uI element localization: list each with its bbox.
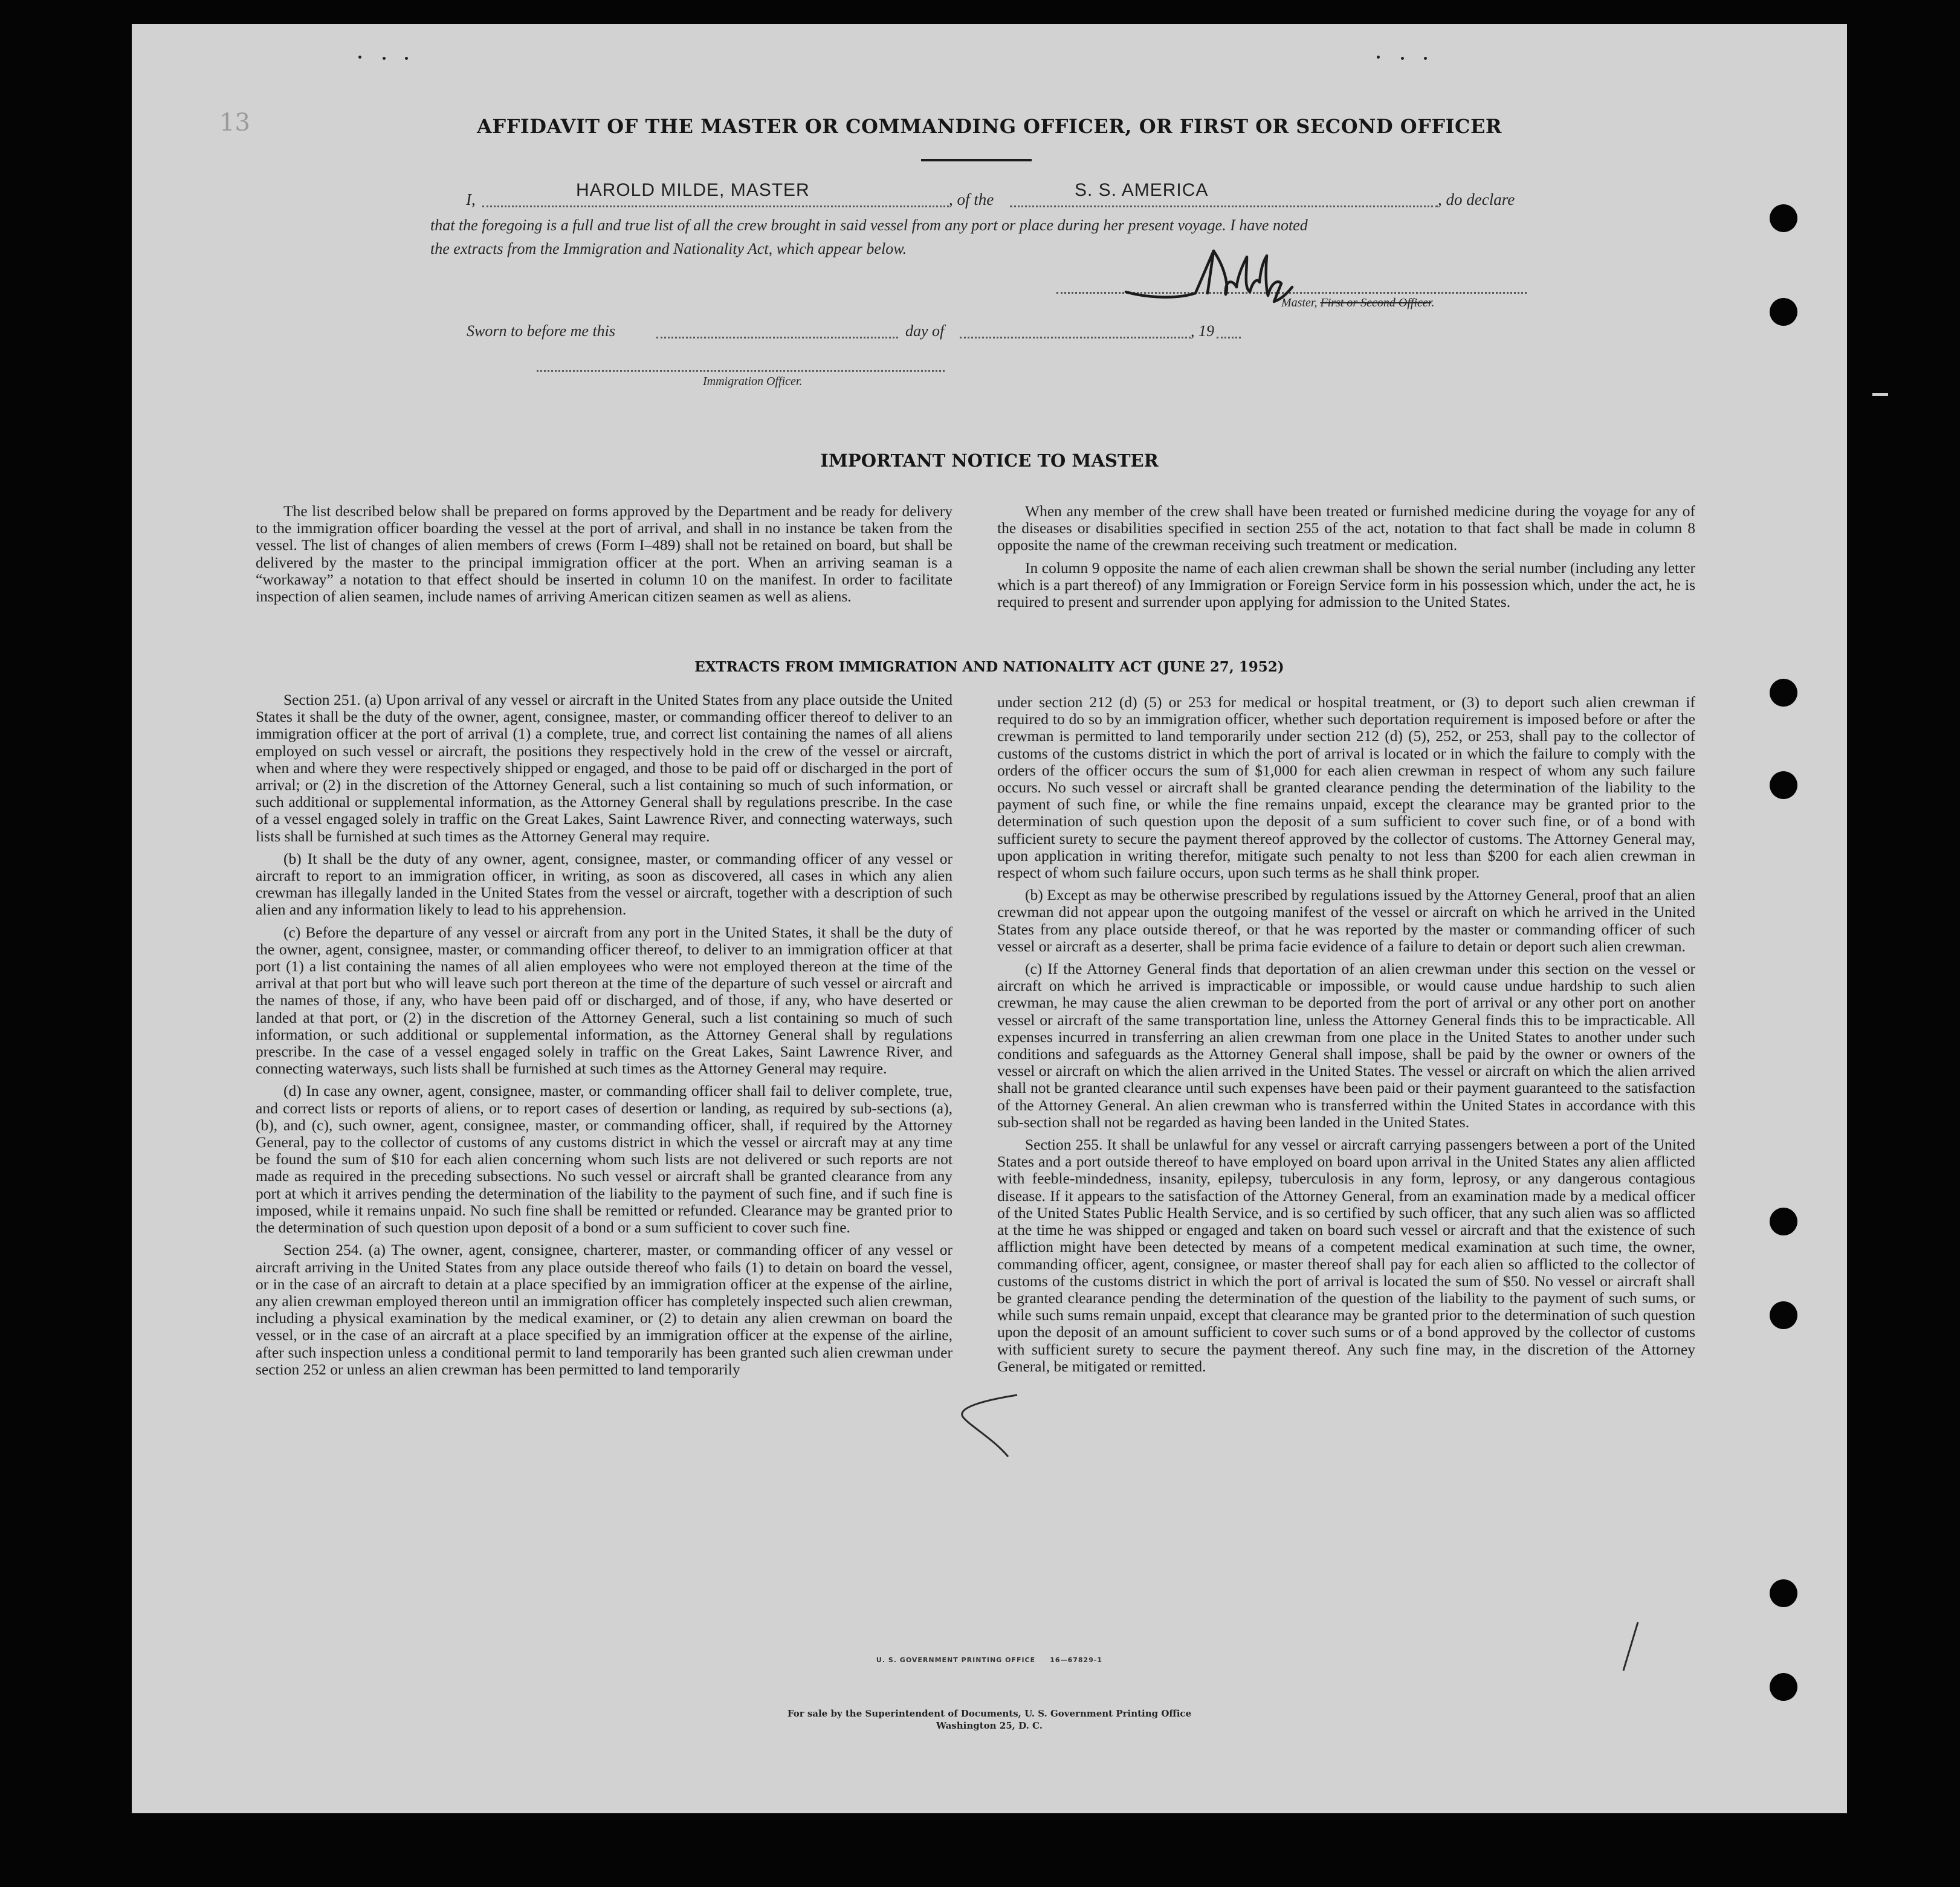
role-struck-officer: First or Second Officer: [1320, 296, 1432, 309]
scan-speck: [405, 57, 408, 60]
binder-hole: [1770, 1208, 1797, 1235]
section-254-a: Section 254. (a) The owner, agent, consignee, charterer, master, or commanding officer of any vessel or aircraft arriving in the United States from any place outside thereof who fails (1) to detain on board the vessel, or in the case of an aircraft to detain at a place specified by an immigration officer at the expense of the airline, any alien crewman employed thereon until an immigration officer has completely inspected such alien crewman, including a physical examination by the medical examiner, or (2) to detain any alien crewman on board the vessel, or in the case of an aircraft at a place specified by an immigration officer at the expense of the airline, after such inspection unless a conditional permit to land temporarily has been granted such alien crewman under section 252 or unless an alien crewman has been permitted to land temporarily: [256, 1241, 953, 1378]
scan-speck: [1377, 56, 1380, 59]
year-line: [1217, 337, 1241, 338]
section-251-d: (d) In case any owner, agent, consignee, master, or commanding officer shall fail to deliver complete, true, and correct lists or reports of aliens, or to report cases of desertion or landing, as required by sub-sections (a), (b), and (c), such owner, agent, consignee, master, or commanding officer, shall, if required by the Attorney General, pay to the collector of customs of any customs district in which the vessel or aircraft may at any time be found the sum of $10 for each alien concerning whom such lists are not delivered or such reports are not made as required in the preceding subsections. No such vessel or aircraft shall be granted clearance from any port at which it arrives pending the determination of the liability to the payment of such fine, and if such fine is imposed, while it remains unpaid. No such fine shall be remitted or refunded. Clearance may be granted prior to the determination of such question upon deposit of a bond or a sum sufficient to cover such fine.: [256, 1082, 953, 1237]
section-251-b: (b) It shall be the duty of any owner, agent, consignee, master, or commanding officer of any vessel or aircraft to report to an immigration officer, in writing, as soon as discovered, all cases in which any alien crewman has illegally landed in the United States from the vessel or aircraft, together with a description of such alien and any information likely to lead to his apprehension.: [256, 849, 953, 919]
name-field-line: [482, 206, 949, 207]
vessel-field-line: [1010, 206, 1438, 207]
scan-speck: [358, 56, 361, 59]
binder-hole: [1770, 1673, 1797, 1701]
scan-mark: [1872, 393, 1888, 396]
signature-role: [1281, 296, 1434, 310]
master-signature: [1123, 245, 1298, 311]
printing-office-code: U. S. GOVERNMENT PRINTING OFFICE 16—67829-1: [876, 1656, 1103, 1664]
sworn-label: Sworn to before me this: [467, 322, 616, 340]
sworn-month-line: [960, 337, 1191, 338]
section-251-c: (c) Before the departure of any vessel or aircraft from any port in the United States, it shall be the duty of the owner, agent, consignee, master, or commanding officer thereof, to deliver to an immigration officer at that port (1) a list containing the names of all alien employees who were not employed thereon at the time of the arrival at that port but who will leave such port thereon at the time of the departure of such vessel or aircraft and the names of those, if any, who have been paid off or discharged, and of those, if any, who have deserted or landed at that port, or (2) in the discretion of the Attorney General, such a list containing so much of such information, or such additional or supplemental information, as the Attorney General shall by regulations prescribe. In the case of a vessel engaged solely in traffic on the Great Lakes, Saint Lawrence River, and connecting waterways, such lists shall be furnished at such times as the Attorney General may require.: [256, 923, 953, 1078]
of-the-label: , of the: [949, 190, 994, 209]
binder-hole: [1770, 771, 1797, 799]
notice-right-paragraph: In column 9 opposite the name of each alien crewman shall be shown the serial number (including any letter which is a part thereof) of any Immigration or Foreign Service form in his possession which, under the act, he is required to present and surrender upon applying for admission to the United States.: [997, 558, 1695, 611]
extracts-right-column: [997, 694, 1695, 1375]
affidavit-title: AFFIDAVIT OF THE MASTER OR COMMANDING OFFICER, OR FIRST OR SECOND OFFICER: [477, 115, 1502, 138]
declaration-line-2: the extracts from the Immigration and Nationality Act, which appear below.: [430, 240, 907, 257]
section-251-a: Section 251. (a) Upon arrival of any vessel or aircraft in the United States from any place outside the United States it shall be the duty of the owner, agent, consignee, master, or commanding officer thereof to deliver to an immigration officer at the port of arrival (1) a complete, true, and correct list containing the names of all aliens employed on such vessel or aircraft, the positions they respectively hold in the crew of the vessel or aircraft, when and where they were respectively shipped or engaged, and those to be paid off or discharged in the port of arrival; or (2) in the discretion of the Attorney General, such a list containing so much of such information, or such additional or supplemental information, as the Attorney General shall by regulations prescribe. In the case of a vessel engaged solely in traffic on the Great Lakes, Saint Lawrence River, and connecting waterways, such lists shall be furnished at such times as the Attorney General may require.: [256, 691, 953, 845]
officer-label: Immigration Officer.: [703, 375, 803, 388]
binder-hole: [1770, 1301, 1797, 1329]
binder-hole: [1770, 679, 1797, 707]
sworn-day-line: [656, 337, 898, 338]
section-254-c: (c) If the Attorney General finds that deportation of an alien crewman under this section on the vessel or aircraft on which he arrived is impracticable or impossible, or would cause undue hardship to such alien crewman, he may cause the alien crewman to be deported from the port of arrival or any other port on another vessel or aircraft of the same transportation line, unless the Attorney General finds this to be impracticable. All expenses incurred in transferring an alien crewman from one place in the United States to another under such conditions and safeguards as the Attorney General shall impose, shall be paid by the owner or owners of the vessel or aircraft on which the alien arrived in the United States. The vessel or aircraft on which the alien arrived shall not be granted clearance until such expenses have been paid or their payment guaranteed to the satisfaction of the Attorney General. An alien crewman who is transferred within the United States in accordance with this sub-section shall not be regarded as having been landed in the United States.: [997, 960, 1695, 1131]
sale-line-2: Washington 25, D. C.: [936, 1720, 1043, 1731]
binder-hole: [1770, 298, 1797, 326]
notice-right-paragraph: When any member of the crew shall have been treated or furnished medicine during the voyage for any of the diseases or disabilities specified in section 255 of the act, notation to that fact shall be made in column 8 opposite the name of the crewman receiving such treatment or medication.: [997, 502, 1695, 554]
sale-notice: [132, 1707, 1847, 1732]
notice-right-column: [997, 503, 1695, 610]
section-254-b: (b) Except as may be otherwise prescribed by regulations issued by the Attorney General, proof that an alien crewman did not appear upon the outgoing manifest of the vessel or aircraft on which he arrived in the United States from any place outside thereof, or that he was reported by the master or commanding officer of such vessel or aircraft as a deserter, shall be prima facie evidence of a failure to detain or deport such alien crewman.: [997, 886, 1695, 955]
title-rule: [921, 159, 1032, 161]
year-label: , 19: [1191, 322, 1214, 340]
scan-speck: [1424, 57, 1427, 60]
binder-hole: [1770, 1579, 1797, 1607]
role-period: .: [1431, 296, 1435, 309]
notice-title: IMPORTANT NOTICE TO MASTER: [820, 450, 1159, 471]
margin-page-number: 13: [219, 109, 250, 137]
extracts-title: EXTRACTS FROM IMMIGRATION AND NATIONALITY ACT (JUNE 27, 1952): [694, 659, 1284, 675]
notice-left-column: [256, 503, 953, 605]
notice-left-paragraph: The list described below shall be prepared on forms approved by the Department and be ready for delivery to the immigration officer boarding the vessel at the port of arrival, and shall in no instance be taken from the vessel. The list of changes of alien members of crews (Form I–489) shall not be retained on board, but shall be delivered by the master to the principal immigration officer at the port. When an arriving seaman is a “workaway” a notation to that effect should be inserted in column 10 on the manifest. In order to facilitate inspection of alien seamen, include names of arriving American citizen seamen as well as aliens.: [256, 502, 953, 606]
vessel-field-value: S. S. AMERICA: [1075, 180, 1209, 200]
name-field-value: HAROLD MILDE, MASTER: [576, 180, 810, 200]
declaration-line-1: that the foregoing is a full and true list of all the crew brought in said vessel from any port or place during her present voyage. I have noted: [430, 216, 1308, 234]
officer-signature-line: [537, 370, 945, 372]
i-label: I,: [466, 190, 476, 209]
scan-speck: [1401, 57, 1404, 60]
binder-hole: [1770, 204, 1797, 232]
pen-mark: [951, 1390, 1023, 1463]
day-of-label: day of: [905, 322, 945, 340]
scan-speck: [383, 57, 386, 60]
sale-line-1: For sale by the Superintendent of Documents, U. S. Government Printing Office: [787, 1708, 1192, 1719]
extracts-left-column: [256, 691, 953, 1378]
pen-stroke: [1619, 1620, 1643, 1674]
role-master: Master,: [1281, 296, 1318, 309]
section-254-a-continued: under section 212 (d) (5) or 253 for medical or hospital treatment, or (3) to deport such alien crewman if required to do so by an immigration officer, whether such deportation requirement is imposed before or after the crewman is permitted to land temporarily under section 212 (d) (5), 252, or 253, shall pay to the collector of customs of the customs district in which the port of arrival is located or in which the failure to comply with the orders of the officer occurs the sum of $1,000 for each alien crewman in respect of whom any such failure occurs. No such vessel or aircraft shall be granted clearance pending the determination of the liability to the payment of such fine, or while the fine remains unpaid, except the clearance may be granted prior to the determination of such question upon the deposit of a sum sufficient to cover such fine, or of a bond with sufficient surety to secure the payment thereof approved by the collector of customs. The Attorney General may, upon application in writing therefor, mitigate such penalty to not less than $200 for each alien crewman in respect of whom such failure occurs, upon such terms as he shall think proper.: [997, 693, 1695, 882]
section-255: Section 255. It shall be unlawful for any vessel or aircraft carrying passengers between a port of the United States and a port outside thereof to have employed on board upon arrival in the United States any alien afflicted with feeble-mindedness, insanity, epilepsy, tuberculosis in any form, leprosy, or any dangerous contagious disease. If it appears to the satisfaction of the Attorney General, from an examination made by a medical officer of the United States Public Health Service, and is so certified by such officer, that any such alien was so afflicted at the time he was shipped or engaged and taken on board such vessel or aircraft and that the existence of such affliction might have been detected by means of a competent medical examination at such time, the owner, commanding officer, agent, consignee, or master thereof shall pay for each alien so afflicted to the collector of customs of the customs district in which the port of arrival is located the sum of $50. No vessel or aircraft shall be granted clearance pending the determination of the question of the liability to the payment of such sums, or while such sums remain unpaid, except that clearance may be granted prior to the determination of such question upon the deposit of an amount sufficient to cover such sums or of a bond approved by the collector of customs with sufficient surety to secure the payment thereof. Any such fine may, in the discretion of the Attorney General, be mitigated or remitted.: [997, 1136, 1695, 1375]
form-page: [132, 24, 1847, 1813]
do-declare-label: , do declare: [1438, 190, 1515, 209]
